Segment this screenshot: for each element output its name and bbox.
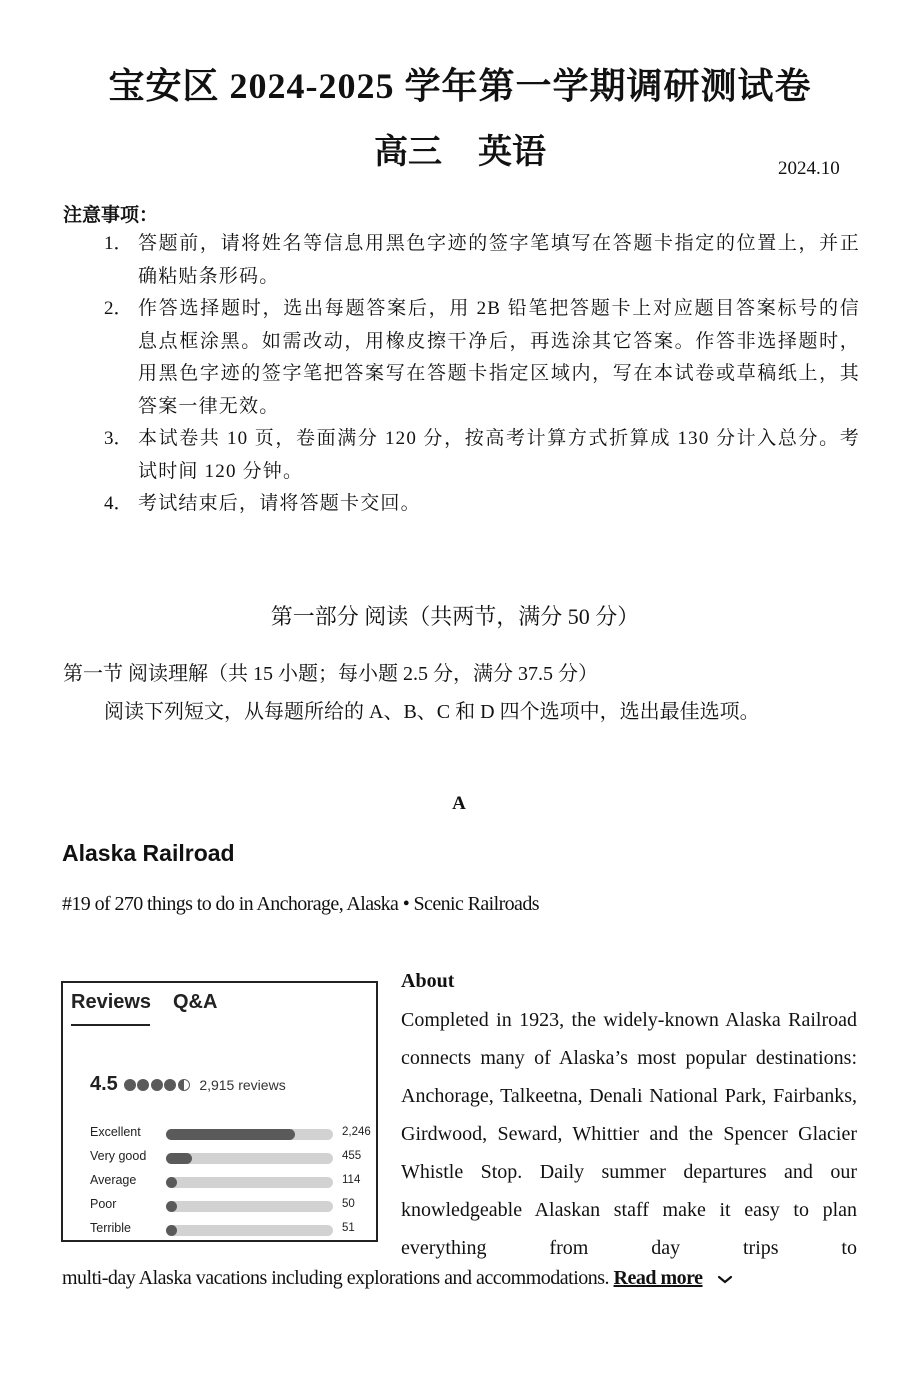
rating-bubble-icon — [164, 1079, 176, 1091]
rating-bar-fill — [166, 1225, 177, 1236]
rating-label: Average — [90, 1173, 137, 1187]
exam-title: 宝安区 2024-2025 学年第一学期调研测试卷 — [108, 66, 812, 106]
about-last-text: multi-day Alaska vacations including explorations and accommodations. — [62, 1267, 610, 1289]
notice-item-number: 4． — [104, 493, 133, 514]
about-heading: About — [401, 970, 455, 992]
rating-row — [90, 1124, 380, 1144]
rating-row — [90, 1148, 380, 1168]
rating-bubble-icon — [151, 1079, 163, 1091]
rating-bubbles — [124, 1079, 192, 1091]
part-title: 第一部分 阅读（共两节，满分 50 分） — [270, 604, 640, 629]
rating-row — [90, 1196, 380, 1216]
notice-item-text: 作答选择题时，选出每题答案后，用 2B 铅笔把答题卡上对应题目答案标号的信息点框涂黑。如需改动，用橡皮擦干净后，再选涂其它答案。作答非选择题时，用黑色字迹的签字笔把答案写在答题卡指定区域内，写在本试卷或草稿纸上，其答案一律无效。 — [138, 298, 860, 417]
rating-bar-track — [166, 1153, 333, 1164]
notice-item — [104, 228, 860, 293]
rating-bar-track — [166, 1225, 333, 1236]
grade-label: 高三 — [374, 134, 442, 171]
chevron-down-icon[interactable] — [717, 1268, 733, 1291]
rating-bar-track — [166, 1129, 333, 1140]
notice-item-text: 考试结束后，请将答题卡交回。 — [138, 493, 421, 514]
notice-item-text: 答题前，请将姓名等信息用黑色字迹的签字笔填写在答题卡指定的位置上，并正确粘贴条形码。 — [138, 233, 860, 287]
rating-bubble-icon — [124, 1079, 136, 1091]
rating-bubble-icon — [178, 1079, 190, 1091]
notice-item — [104, 423, 860, 488]
rating-bar-track — [166, 1201, 333, 1212]
rating-bar-fill — [166, 1201, 177, 1212]
subject-label: 英语 — [478, 134, 546, 171]
notice-item — [104, 488, 860, 521]
rating-row — [90, 1220, 380, 1240]
rating-bar-track — [166, 1177, 333, 1188]
rating-score: 4.5 — [90, 1073, 118, 1095]
rating-count: 455 — [342, 1150, 362, 1162]
rating-row — [90, 1172, 380, 1192]
rating-bar-fill — [166, 1129, 295, 1140]
notice-item-number: 1． — [104, 233, 133, 254]
about-last-line — [62, 1267, 733, 1291]
notice-item-number: 3． — [104, 428, 133, 449]
reviews-panel — [61, 981, 378, 1242]
rating-label: Very good — [90, 1149, 147, 1163]
rating-summary — [90, 1073, 286, 1096]
rating-bar-fill — [166, 1177, 177, 1188]
review-count: 2,915 reviews — [199, 1076, 286, 1093]
passage-title: Alaska Railroad — [62, 840, 235, 866]
rating-count: 50 — [342, 1198, 355, 1210]
section-instruction: 阅读下列短文，从每题所给的 A、B、C 和 D 四个选项中，选出最佳选项。 — [104, 701, 760, 723]
rating-label: Excellent — [90, 1125, 141, 1139]
rating-label: Poor — [90, 1197, 117, 1211]
tab-qa[interactable]: Q&A — [173, 991, 218, 1013]
tab-reviews[interactable]: Reviews — [71, 991, 152, 1013]
rating-bar-fill — [166, 1153, 192, 1164]
rating-label: Terrible — [90, 1221, 131, 1235]
active-tab-indicator — [71, 1024, 150, 1026]
rating-count: 114 — [342, 1174, 361, 1186]
rating-count: 51 — [342, 1222, 355, 1234]
exam-subtitle — [0, 124, 900, 173]
notice-heading: 注意事项： — [63, 205, 159, 226]
passage-subtitle: #19 of 270 things to do in Anchorage, Alaska • Scenic Railroads — [62, 893, 539, 915]
section-title: 第一节 阅读理解（共 15 小题；每小题 2.5 分，满分 37.5 分） — [63, 663, 598, 685]
read-more-link[interactable]: Read more — [613, 1267, 703, 1289]
about-body: Completed in 1923, the widely-known Alaska Railroad connects many of Alaska’s most popular destinations: Anchorage, Talkeetna, Denali National Park, Fairbanks, Girdwood, Seward, Whittier and the Spencer Glacier Whistle Stop. Daily summer departures and our knowledgeable Alaskan staff make it easy to plan everything from day trips to — [401, 1009, 857, 1259]
notice-item-text: 本试卷共 10 页，卷面满分 120 分，按高考计算方式折算成 130 分计入总分。考试时间 120 分钟。 — [138, 428, 860, 482]
exam-date: 2024.10 — [778, 158, 840, 179]
notice-item — [104, 293, 860, 423]
rating-count: 2,246 — [342, 1126, 371, 1138]
rating-bubble-icon — [137, 1079, 149, 1091]
passage-letter: A — [452, 793, 466, 814]
notice-item-number: 2． — [104, 298, 133, 319]
